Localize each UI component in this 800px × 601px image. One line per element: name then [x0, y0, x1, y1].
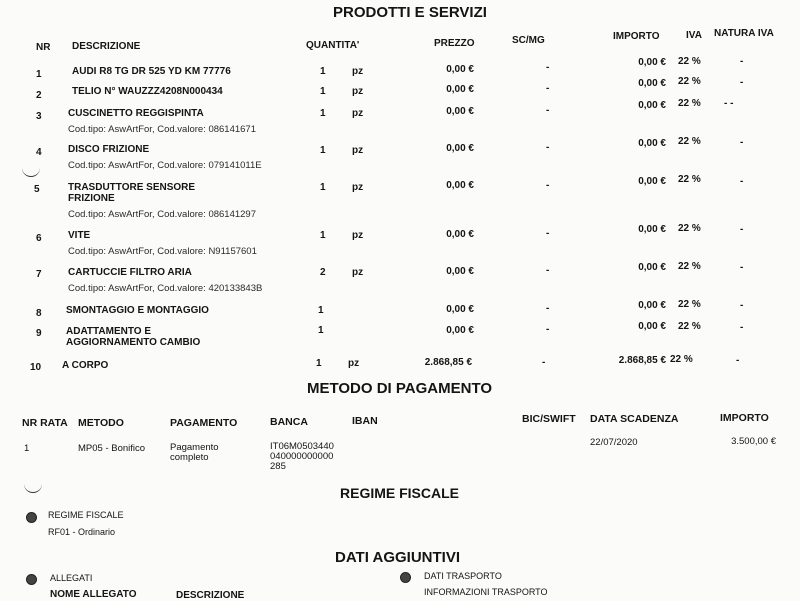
- dati-title: DATI AGGIUNTIVI: [335, 549, 460, 566]
- row-nr: 5: [34, 184, 40, 195]
- payment-header-nr-rata: NR RATA: [22, 417, 68, 429]
- row-iva: 22 %: [678, 98, 701, 109]
- regime-title: REGIME FISCALE: [340, 485, 460, 501]
- row-natura: - -: [724, 98, 734, 109]
- row-importo: 0,00 €: [638, 262, 666, 273]
- row-prezzo: 0,00 €: [446, 143, 474, 154]
- row-prezzo: 0,00 €: [446, 106, 474, 117]
- row-code: Cod.tipo: AswArtFor, Cod.valore: N91157601: [68, 246, 257, 257]
- row-natura: -: [740, 224, 744, 235]
- row-description-line2: AGGIORNAMENTO CAMBIO: [66, 337, 201, 348]
- row-description: CARTUCCIE FILTRO ARIA: [68, 267, 192, 278]
- row-prezzo: 0,00 €: [446, 266, 474, 277]
- row-description: A CORPO: [62, 360, 109, 371]
- row-nr: 8: [36, 308, 42, 319]
- descrizione-header: DESCRIZIONE: [176, 590, 245, 601]
- row-scmg: -: [546, 324, 550, 335]
- row-description-line2: FRIZIONE: [68, 193, 115, 204]
- header-natura-iva: NATURA IVA: [714, 28, 774, 39]
- header-descrizione: DESCRIZIONE: [72, 41, 141, 52]
- row-code: Cod.tipo: AswArtFor, Cod.valore: 079141011E: [68, 160, 262, 171]
- header-importo: IMPORTO: [613, 31, 660, 42]
- row-nr: 3: [36, 111, 42, 122]
- row-scmg: -: [542, 357, 546, 368]
- row-description: AUDI R8 TG DR 525 YD KM 77776: [72, 66, 231, 77]
- row-natura: -: [740, 77, 744, 88]
- row-qty: 1: [320, 86, 326, 97]
- row-unit: pz: [352, 182, 364, 193]
- row-description: TELIO N° WAUZZZ4208N000434: [72, 86, 223, 97]
- header-quantita: QUANTITA': [306, 40, 360, 51]
- row-iva: 22 %: [678, 56, 701, 67]
- row-prezzo: 2.868,85 €: [424, 357, 472, 368]
- row-unit: pz: [352, 267, 364, 278]
- row-scmg: -: [546, 142, 550, 153]
- row-iva: 22 %: [670, 354, 693, 365]
- row-unit: pz: [352, 108, 364, 119]
- bullet-icon: [26, 574, 37, 585]
- row-natura: -: [740, 137, 744, 148]
- row-importo: 0,00 €: [638, 138, 666, 149]
- scan-mark-icon: [22, 168, 40, 177]
- payment-banca-line3: 285: [270, 461, 286, 472]
- row-qty: 2: [320, 267, 326, 278]
- payment-header-data-scadenza: DATA SCADENZA: [590, 413, 679, 425]
- dati-trasporto-label: DATI TRASPORTO: [424, 571, 502, 581]
- header-scmg: SC/MG: [512, 35, 545, 46]
- row-nr: 9: [36, 328, 42, 339]
- header-iva: IVA: [686, 30, 702, 41]
- row-natura: -: [740, 322, 744, 333]
- row-description: ADATTAMENTO E: [66, 326, 151, 337]
- row-description: DISCO FRIZIONE: [68, 144, 150, 155]
- row-scmg: -: [546, 303, 550, 314]
- row-importo: 0,00 €: [638, 224, 666, 235]
- row-scmg: -: [546, 228, 550, 239]
- row-qty: 1: [320, 230, 326, 241]
- payment-header-bic: BIC/SWIFT: [522, 413, 576, 425]
- row-unit: pz: [352, 66, 364, 77]
- row-description: VITE: [68, 230, 91, 241]
- row-qty: 1: [316, 358, 322, 369]
- payment-header-iban: IBAN: [352, 415, 378, 427]
- row-qty: 1: [320, 145, 326, 156]
- row-natura: -: [740, 300, 744, 311]
- payment-banca-line2: 040000000000: [270, 451, 334, 462]
- row-iva: 22 %: [678, 136, 701, 147]
- row-importo: 2.868,85 €: [618, 355, 666, 366]
- row-prezzo: 0,00 €: [446, 64, 474, 75]
- payment-nr: 1: [24, 443, 30, 454]
- row-natura: -: [740, 262, 744, 273]
- payment-importo: 3.500,00 €: [731, 436, 776, 447]
- row-natura: -: [736, 355, 740, 366]
- payment-title: METODO DI PAGAMENTO: [307, 380, 493, 397]
- row-prezzo: 0,00 €: [446, 84, 474, 95]
- row-nr: 4: [36, 147, 42, 158]
- row-unit: pz: [352, 230, 364, 241]
- row-scmg: -: [546, 83, 550, 94]
- row-prezzo: 0,00 €: [446, 229, 474, 240]
- products-title: PRODOTTI E SERVIZI: [333, 4, 487, 21]
- payment-header-banca: BANCA: [270, 416, 308, 428]
- row-prezzo: 0,00 €: [446, 180, 474, 191]
- row-prezzo: 0,00 €: [446, 325, 474, 336]
- regime-label: REGIME FISCALE: [48, 510, 124, 520]
- header-prezzo: PREZZO: [434, 38, 475, 49]
- row-nr: 2: [36, 90, 42, 101]
- payment-header-pagamento: PAGAMENTO: [170, 417, 238, 429]
- row-unit: pz: [352, 145, 364, 156]
- row-qty: 1: [320, 182, 326, 193]
- payment-header-metodo: METODO: [78, 417, 124, 429]
- scan-mark-icon: [24, 484, 42, 493]
- row-prezzo: 0,00 €: [446, 304, 474, 315]
- row-scmg: -: [546, 180, 550, 191]
- row-natura: -: [740, 56, 744, 67]
- row-description: SMONTAGGIO E MONTAGGIO: [66, 305, 209, 316]
- row-iva: 22 %: [678, 76, 701, 87]
- payment-data-scadenza: 22/07/2020: [590, 437, 638, 448]
- bullet-icon: [400, 572, 411, 583]
- payment-pagamento-line2: completo: [170, 452, 209, 463]
- row-iva: 22 %: [678, 223, 701, 234]
- row-code: Cod.tipo: AswArtFor, Cod.valore: 086141671: [68, 124, 257, 135]
- payment-banca: IT06M0503440: [270, 441, 334, 452]
- row-iva: 22 %: [678, 174, 701, 185]
- payment-header-importo: IMPORTO: [720, 412, 769, 424]
- allegati-label: ALLEGATI: [50, 573, 93, 583]
- row-importo: 0,00 €: [638, 321, 666, 332]
- nome-allegato-header: NOME ALLEGATO: [50, 589, 137, 600]
- payment-pagamento: Pagamento: [170, 442, 219, 453]
- row-scmg: -: [546, 265, 550, 276]
- row-nr: 6: [36, 233, 42, 244]
- row-description: TRASDUTTORE SENSORE: [68, 182, 196, 193]
- row-iva: 22 %: [678, 299, 701, 310]
- row-qty: 1: [318, 305, 324, 316]
- row-nr: 10: [30, 362, 42, 373]
- bullet-icon: [26, 512, 37, 523]
- row-nr: 1: [36, 69, 42, 80]
- row-importo: 0,00 €: [638, 176, 666, 187]
- row-importo: 0,00 €: [638, 57, 666, 68]
- informazioni-trasporto-label: INFORMAZIONI TRASPORTO: [424, 587, 548, 597]
- row-importo: 0,00 €: [638, 300, 666, 311]
- row-unit: pz: [352, 86, 364, 97]
- row-qty: 1: [320, 66, 326, 77]
- row-description: CUSCINETTO REGGISPINTA: [68, 108, 204, 119]
- row-iva: 22 %: [678, 321, 701, 332]
- row-importo: 0,00 €: [638, 100, 666, 111]
- header-nr: NR: [36, 42, 51, 53]
- row-qty: 1: [318, 325, 324, 336]
- row-natura: -: [740, 176, 744, 187]
- payment-metodo: MP05 - Bonifico: [78, 443, 146, 454]
- regime-value: RF01 - Ordinario: [48, 527, 116, 537]
- row-iva: 22 %: [678, 261, 701, 272]
- row-qty: 1: [320, 108, 326, 119]
- row-scmg: -: [546, 105, 550, 116]
- row-unit: pz: [348, 358, 360, 369]
- row-scmg: -: [546, 62, 550, 73]
- row-importo: 0,00 €: [638, 78, 666, 89]
- row-nr: 7: [36, 269, 42, 280]
- row-code: Cod.tipo: AswArtFor, Cod.valore: 086141297: [68, 209, 257, 220]
- row-code: Cod.tipo: AswArtFor, Cod.valore: 420133843B: [68, 283, 263, 294]
